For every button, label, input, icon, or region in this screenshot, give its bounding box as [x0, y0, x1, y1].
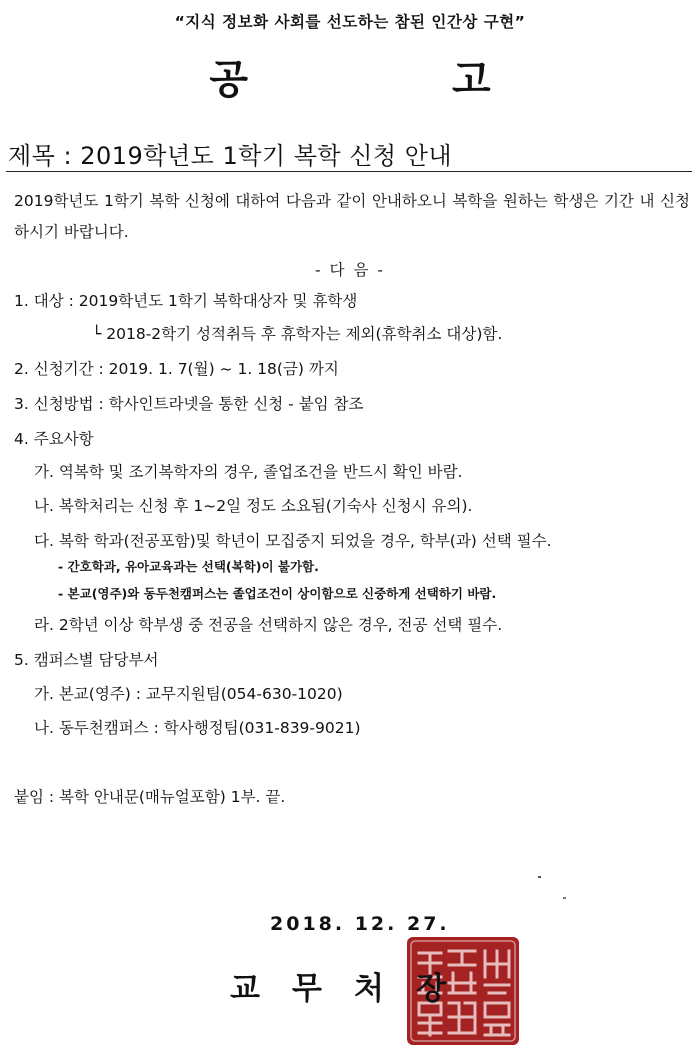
signer [230, 963, 478, 1008]
issue-date: 2018. 12. 27. [270, 913, 450, 935]
item-campus-heading: 5. 캠퍼스별 담당부서 [14, 651, 159, 669]
intro-paragraph: 2019학년도 1학기 복학 신청에 대하여 다음과 같이 안내하오니 복학을 원하는 학생은 기간 내 신청하시기 바랍니다. [14, 192, 690, 241]
item-method: 3. 신청방법 : 학사인트라넷을 통한 신청 - 붙임 참조 [14, 395, 364, 413]
item-target: 1. 대상 : 2019학년도 1학기 복학대상자 및 휴학생 [14, 292, 358, 310]
item-target-note: └ 2018-2학기 성적취득 후 휴학자는 제외(휴학취소 대상)함. [92, 325, 503, 343]
campus-ga: 가. 본교(영주) : 교무지원팀(054-630-1020) [34, 685, 343, 703]
signer-char: 장 [416, 971, 447, 1007]
note-ga: 가. 역복학 및 조기복학자의 경우, 졸업조건을 반드시 확인 바람. [34, 463, 463, 481]
note-da-sub2: - 본교(영주)와 동두천캠퍼스는 졸업조건이 상이함으로 신중하게 선택하기 바람. [58, 586, 497, 601]
campus-na: 나. 동두천캠퍼스 : 학사행정팀(031-839-9021) [34, 719, 361, 737]
note-da: 다. 복학 학과(전공포함)및 학년이 모집중지 되었을 경우, 학부(과) 선택 필수. [34, 532, 552, 550]
note-ra: 라. 2학년 이상 학부생 중 전공을 선택하지 않은 경우, 전공 선택 필수. [34, 616, 503, 634]
subject-underline [6, 171, 692, 172]
signer-char: 무 [292, 971, 323, 1007]
notice-title: 공 고 [209, 57, 586, 103]
note-da-sub1: - 간호학과, 유아교육과는 선택(복학)이 불가함. [58, 559, 319, 574]
attachment-line: 붙임 : 복학 안내문(매뉴얼포함) 1부. 끝. [14, 788, 286, 806]
note-na: 나. 복학처리는 신청 후 1~2일 정도 소요됨(기숙사 신청시 유의). [34, 497, 473, 515]
separator-label: - 다 음 - [315, 261, 385, 279]
motto: “지식 정보화 사회를 선도하는 참된 인간상 구현” [174, 13, 526, 31]
signer-char: 교 [230, 971, 261, 1007]
subject-line: 제목 : 2019학년도 1학기 복학 신청 안내 [8, 142, 453, 170]
scan-speck [538, 876, 541, 878]
item-period: 2. 신청기간 : 2019. 1. 7(월) ~ 1. 18(금) 까지 [14, 360, 339, 378]
scan-speck [563, 897, 566, 899]
signer-char: 처 [354, 971, 385, 1007]
item-notes-heading: 4. 주요사항 [14, 430, 94, 448]
